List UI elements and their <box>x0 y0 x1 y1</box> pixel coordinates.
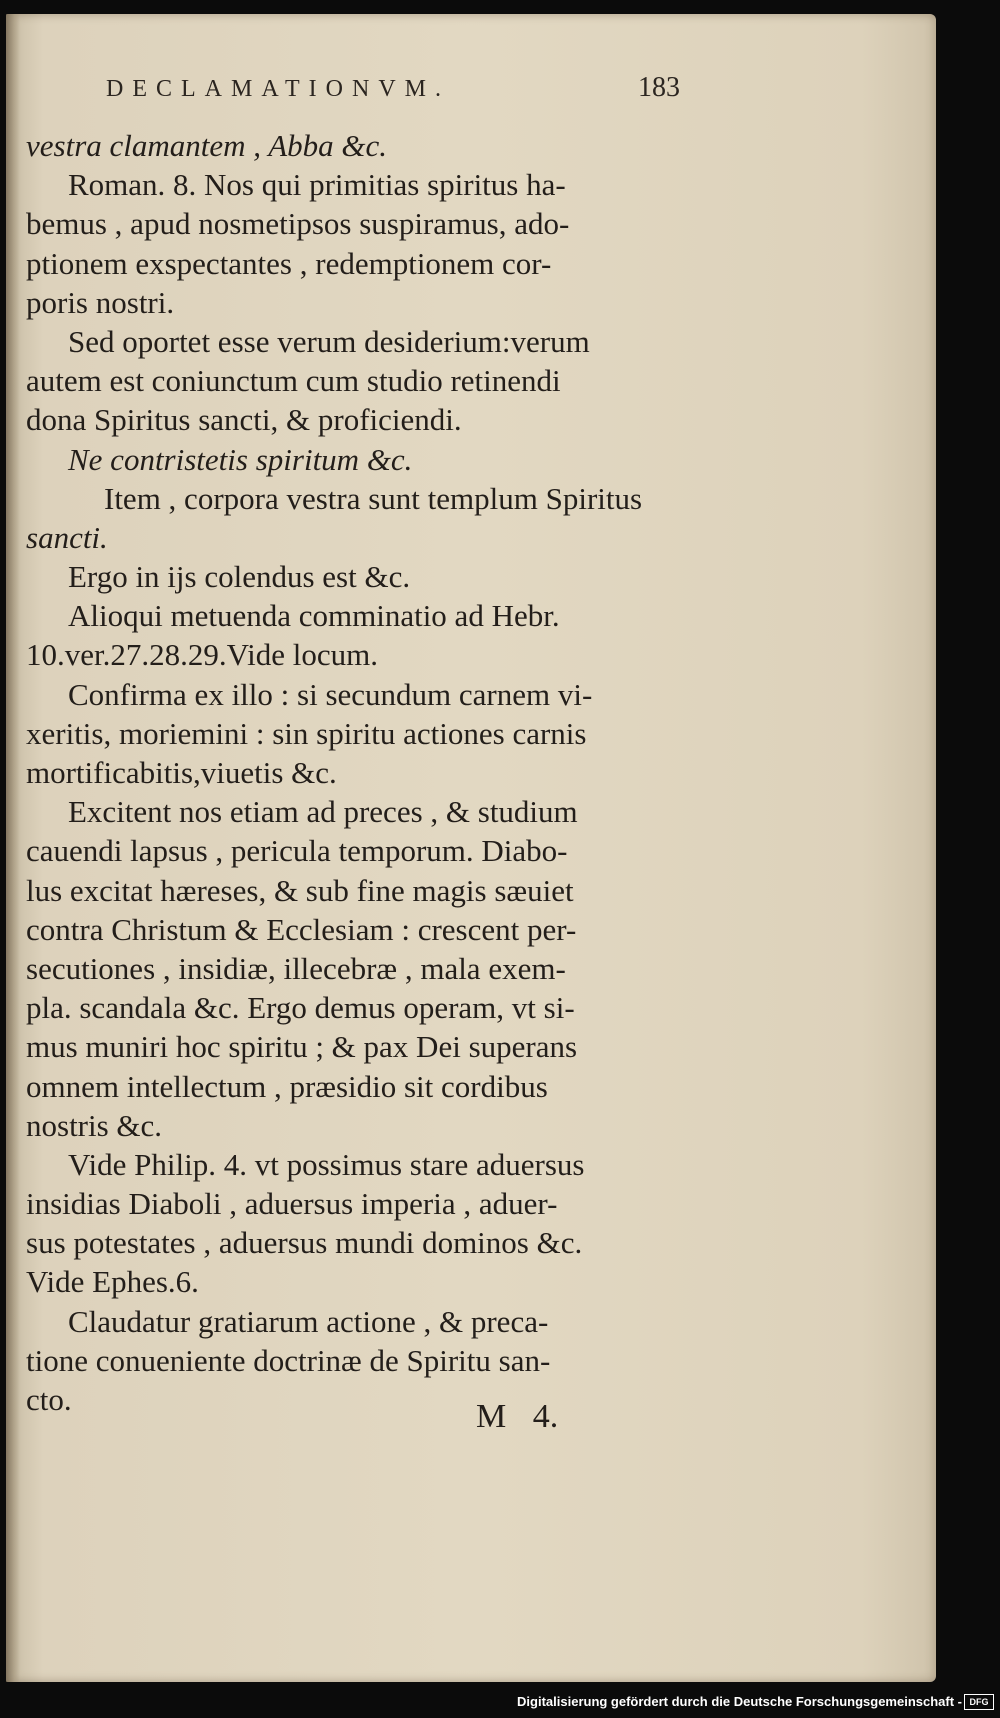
text-line: cto. <box>26 1382 72 1417</box>
text-line: vestra clamantem , Abba &c. <box>26 128 388 163</box>
text-line: 10.ver.27.28.29.Vide locum. <box>26 637 379 673</box>
text-line: mortificabitis,viuetis &c. <box>26 755 337 790</box>
body-text <box>26 126 686 1419</box>
text-line: Item , corpora vestra sunt templum Spiritus <box>104 480 643 516</box>
text-line: Claudatur gratiarum actione , & preca- <box>68 1303 549 1339</box>
text-line: Vide Philip. 4. vt possimus stare aduersus <box>68 1146 585 1182</box>
running-head <box>6 72 936 116</box>
page-number: 183 <box>638 72 680 103</box>
text-line: Confirma ex illo : si secundum carnem vi- <box>68 676 593 712</box>
text-line: lus excitat hæreses, & sub fine magis sæuiet <box>26 872 574 908</box>
dfg-logo: DFG <box>964 1694 994 1710</box>
text-line: Ne contristetis spiritum &c. <box>68 441 413 477</box>
text-line: cauendi lapsus , pericula temporum. Diabo- <box>26 833 568 869</box>
text-line: Sed oportet esse verum desiderium:verum <box>68 323 590 359</box>
text-line: Alioqui metuenda comminatio ad Hebr. <box>68 598 560 634</box>
text-line: Excitent nos etiam ad preces , & studium <box>68 794 578 830</box>
text-line: mus muniri hoc spiritu ; & pax Dei superans <box>26 1029 578 1065</box>
text-line: xeritis, moriemini : sin spiritu actiones carnis <box>26 715 587 751</box>
text-line: pla. scandala &c. Ergo demus operam, vt si- <box>26 990 575 1026</box>
text-line: contra Christum & Ecclesiam : crescent per- <box>26 911 577 947</box>
book-page <box>6 14 936 1682</box>
text-line: dona Spiritus sancti, & proficiendi. <box>26 402 462 438</box>
text-line: nostris &c. <box>26 1107 163 1143</box>
text-line: insidias Diaboli , aduersus imperia , aduer- <box>26 1186 558 1222</box>
text-line: autem est coniunctum cum studio retinendi <box>26 363 561 399</box>
text-line: Ergo in ijs colendus est &c. <box>68 559 411 595</box>
text-line: bemus , apud nosmetipsos suspiramus, ado- <box>26 206 570 242</box>
text-line: secutiones , insidiæ, illecebræ , mala exem- <box>26 950 566 986</box>
text-line: ptionem exspectantes , redemptionem cor- <box>26 245 552 281</box>
text-line: poris nostri. <box>26 284 175 320</box>
footer-bar <box>0 1690 1000 1718</box>
text-line: Roman. 8. Nos qui primitias spiritus ha- <box>68 167 566 203</box>
text-line: sus potestates , aduersus mundi dominos &c. <box>26 1225 583 1261</box>
running-title: DECLAMATIONVM. <box>106 76 450 102</box>
page-binding-shadow <box>6 14 20 1682</box>
text-line: tione conueniente doctrinæ de Spiritu san- <box>26 1342 551 1378</box>
text-line: omnem intellectum , præsidio sit cordibus <box>26 1068 548 1104</box>
text-line: Vide Ephes.6. <box>26 1264 199 1300</box>
footer-credit: Digitalisierung gefördert durch die Deutsche Forschungsgemeinschaft - <box>517 1694 962 1709</box>
text-line: sancti. <box>26 519 108 555</box>
signature-mark: M 4. <box>476 1398 559 1435</box>
